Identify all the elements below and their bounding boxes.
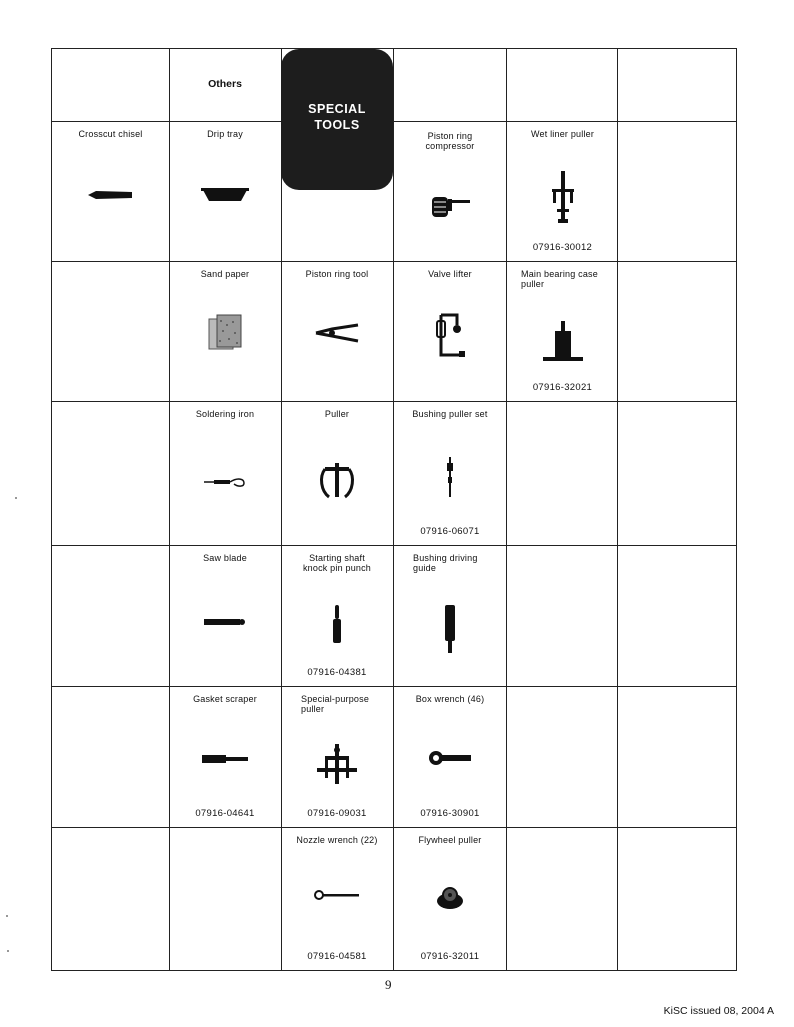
tool-name-line2: guide [413, 563, 437, 573]
tool-name: Valve lifter [428, 269, 472, 279]
scan-speck [15, 497, 17, 499]
bearing-puller-icon [541, 319, 585, 363]
tool-cell-crosscut-chisel [52, 121, 169, 261]
scan-speck [6, 915, 8, 917]
tool-name [521, 269, 614, 289]
scan-speck [7, 950, 9, 952]
tool-cell-bushing-driving-guide [393, 545, 507, 686]
tool-name: Gasket scraper [193, 694, 257, 704]
flywheel-puller-icon [435, 883, 465, 911]
tool-cell-flywheel-puller [393, 827, 507, 970]
special-tools-label-line2: TOOLS [314, 118, 360, 132]
tool-cell-gasket-scraper [169, 686, 281, 827]
liner-puller-icon [548, 169, 578, 225]
others-heading: Others [208, 78, 242, 90]
tool-cell-drip-tray [169, 121, 281, 261]
tool-cell-saw-blade [169, 545, 281, 686]
tool-name-line1: Starting shaft [309, 553, 365, 563]
tool-name: Nozzle wrench (22) [296, 835, 378, 845]
tool-name-line2: compressor [425, 141, 475, 151]
tool-name-line2: puller [301, 704, 325, 714]
tool-cell-valve-lifter [393, 261, 507, 401]
saw-blade-icon [204, 617, 246, 627]
tool-name: Flywheel puller [418, 835, 482, 845]
part-number: 07916-04381 [307, 667, 367, 678]
tool-cell-puller [281, 401, 393, 545]
tool-name [413, 553, 503, 573]
tool-name-line2: knock pin punch [302, 563, 372, 573]
tool-name-line1: Bushing driving [413, 553, 478, 563]
soldering-iron-icon [202, 475, 248, 489]
compressor-icon [428, 193, 472, 219]
part-number: 07916-09031 [307, 808, 367, 819]
tool-cell-sand-paper [169, 261, 281, 401]
gear-puller-icon [317, 461, 357, 501]
driving-guide-icon [444, 605, 456, 653]
tool-cell-special-purpose-puller [281, 686, 393, 827]
part-number: 07916-32011 [420, 951, 480, 962]
tool-name-line1: Main bearing case [521, 269, 598, 279]
part-number: 07916-04641 [195, 808, 255, 819]
nozzle-wrench-icon [313, 889, 361, 901]
sandpaper-icon [207, 313, 243, 353]
special-tools-label-line1: SPECIAL [308, 102, 366, 116]
pliers-icon [314, 323, 360, 343]
tool-name: Saw blade [203, 553, 247, 563]
tool-name: Drip tray [207, 129, 243, 139]
tool-name: Sand paper [200, 269, 250, 279]
tool-name: Crosscut chisel [78, 129, 143, 139]
tool-name [285, 553, 389, 573]
part-number: 07916-04581 [307, 951, 367, 962]
box-wrench-icon [427, 750, 473, 766]
page-number: 9 [385, 977, 392, 992]
tool-name-line1: Piston ring [427, 131, 473, 141]
tool-cell-box-wrench [393, 686, 507, 827]
tool-cell-nozzle-wrench [281, 827, 393, 970]
part-number: 07916-06071 [420, 526, 480, 537]
tray-icon [201, 187, 249, 203]
tool-cell-soldering-iron [169, 401, 281, 545]
tool-cell-piston-ring-compressor [393, 121, 507, 261]
tool-name: Bushing puller set [412, 409, 488, 419]
special-puller-icon [315, 742, 359, 786]
part-number: 07916-30012 [532, 242, 593, 253]
tool-name-line2: puller [521, 279, 545, 289]
tool-cell-bushing-puller-set [393, 401, 507, 545]
tool-name [397, 131, 503, 151]
tool-name: Wet liner puller [530, 129, 595, 139]
valve-lifter-icon [433, 311, 467, 359]
tool-name: Box wrench (46) [415, 694, 485, 704]
tool-name: Piston ring tool [305, 269, 369, 279]
tool-name-line1: Special-purpose [301, 694, 370, 704]
part-number: 07916-30901 [420, 808, 480, 819]
tool-cell-main-bearing-case-puller [507, 261, 618, 401]
tool-name: Soldering iron [195, 409, 255, 419]
tool-cell-knock-pin-punch [281, 545, 393, 686]
punch-icon [331, 605, 343, 647]
special-tools-badge [281, 49, 393, 190]
tool-name [301, 694, 389, 714]
scraper-icon [202, 754, 248, 764]
bushing-puller-icon [445, 457, 455, 497]
part-number: 07916-32021 [532, 382, 593, 393]
tool-cell-piston-ring-tool [281, 261, 393, 401]
footer-issue-note: KiSC issued 08, 2004 A [663, 1005, 774, 1017]
tool-name: Puller [324, 409, 350, 419]
chisel-icon [86, 189, 136, 201]
tool-cell-wet-liner-puller [507, 121, 618, 261]
